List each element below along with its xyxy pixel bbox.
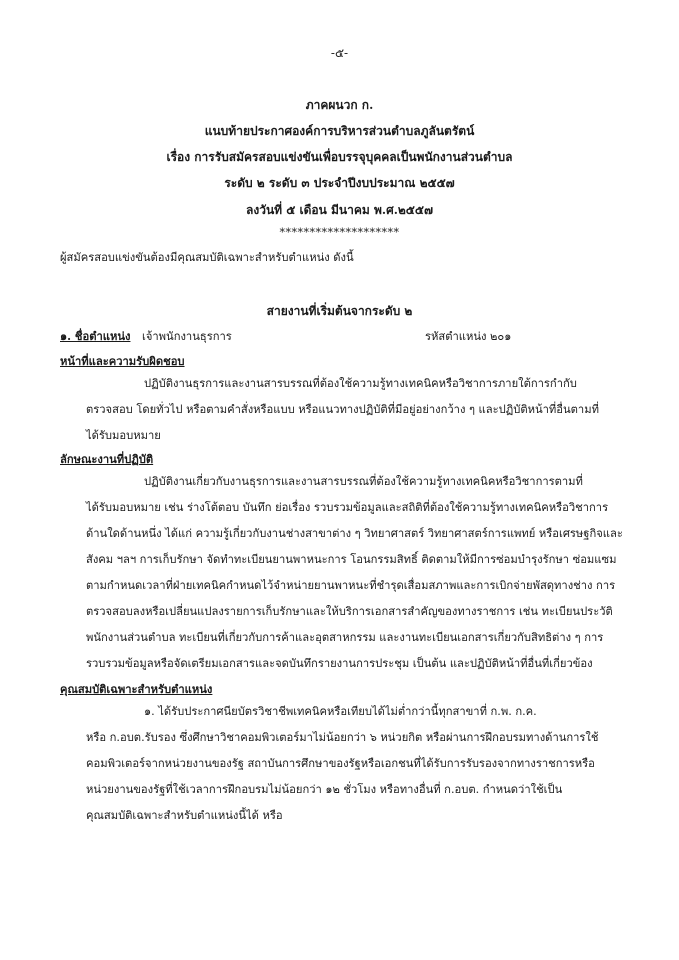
page-number: -๕- <box>330 46 349 60</box>
position-row <box>60 327 620 345</box>
duties-line: ได้รับมอบหมาย <box>86 429 161 442</box>
work-line: รวบรวมข้อมูลหรือจัดเตรียมเอกสารและจดบันทึกรายงานการประชุม เป็นต้น และปฏิบัติหน้าที่อื่นที่เกี่ยวข้อง <box>86 657 593 670</box>
work-line: ตามกำหนดเวลาที่ฝ่ายเทคนิคกำหนดไว้จำหน่ายยานพาหนะที่ชำรุดเสื่อมสภาพและการเบิกจ่ายพัสดุทางช่าง การ <box>86 579 616 592</box>
star-divider: ******************** <box>279 226 400 239</box>
work-line: ด้านใดด้านหนึ่ง ได้แก่ ความรู้เกี่ยวกับงานช่างสาขาต่าง ๆ วิทยาศาสตร์ วิทยาศาสตร์การแพทย์ หรือเศรษฐกิจและ <box>86 527 623 540</box>
position-name: เจ้าพนักงานธุรการ <box>142 330 232 343</box>
work-line: พนักงานส่วนตำบล ทะเบียนที่เกี่ยวกับการค้าและอุตสาหกรรม และงานทะเบียนเอกสารเกี่ยวกับสิทธิต่าง ๆ การ <box>86 631 604 644</box>
work-line: สังคม ฯลฯ การเก็บรักษา จัดทำทะเบียนยานพาหนะการ โอนกรรมสิทธิ์ ติดตามให้มีการซ่อมบำรุงรักษา ซ่อมแซม <box>86 553 617 566</box>
level-line: ระดับ ๒ ระดับ ๓ ประจำปีงบประมาณ ๒๕๕๗ <box>224 176 455 190</box>
announcement-title: แนบท้ายประกาศองค์การบริหารส่วนตำบลภูลันตรัตน์ <box>204 124 475 138</box>
qualification-line: คอมพิวเตอร์จากหน่วยงานของรัฐ สถาบันการศึกษาของรัฐหรือเอกชนที่ได้รับการรับรองจากทางราชการหรือ <box>86 757 595 770</box>
section-title: สายงานที่เริ่มต้นจากระดับ ๒ <box>266 304 413 318</box>
qualification-line: หรือ ก.อบต.รับรอง ซึ่งศึกษาวิชาคอมพิวเตอร์มาไม่น้อยกว่า ๖ หน่วยกิต หรือผ่านการฝึกอบรมทางด้านการใช้ <box>86 731 599 744</box>
position-code: รหัสตำแหน่ง ๒๐๑ <box>425 330 512 343</box>
duties-heading: หน้าที่และความรับผิดชอบ <box>60 354 185 368</box>
work-line: ตรวจสอบลงหรือเปลี่ยนแปลงรายการเก็บรักษาและให้บริการเอกสารสำคัญของทางราชการ เช่น ทะเบียนประวัติ <box>86 605 613 618</box>
duties-paragraph <box>86 371 599 449</box>
subject-line: เรื่อง การรับสมัครสอบแข่งขันเพื่อบรรจุบุคคลเป็นพนักงานส่วนตำบล <box>166 150 513 164</box>
work-line: ปฏิบัติงานเกี่ยวกับงานธุรการและงานสารบรรณที่ต้องใช้ความรู้ทางเทคนิคหรือวิชาการตามที่ <box>144 475 583 488</box>
qualification-line: ๑. ได้รับประกาศนียบัตรวิชาชีพเทคนิคหรือเทียบได้ไม่ต่ำกว่านี้ทุกสาขาที่ ก.พ. ก.ค. <box>144 705 537 718</box>
duties-line: ปฏิบัติงานธุรการและงานสารบรรณที่ต้องใช้ความรู้ทางเทคนิคหรือวิชาการภายใต้การกำกับ <box>144 377 577 390</box>
appendix-title: ภาคผนวก ก. <box>305 98 374 112</box>
date-line: ลงวันที่ ๕ เดือน มีนาคม พ.ศ.๒๕๕๗ <box>246 203 433 217</box>
position-label: ๑. ชื่อตำแหน่ง <box>60 329 131 343</box>
work-heading: ลักษณะงานที่ปฏิบัติ <box>60 452 154 466</box>
duties-line: ตรวจสอบ โดยทั่วไป หรือตามคำสั่งหรือแบบ หรือแนวทางปฏิบัติที่มีอยู่อย่างกว้าง ๆ และปฏิบัติหน้าที่อื่นตามที่ <box>86 403 599 416</box>
intro-text: ผู้สมัครสอบแข่งขันต้องมีคุณสมบัติเฉพาะสำหรับตำแหน่ง ดังนี้ <box>60 251 354 264</box>
qualification-line: คุณสมบัติเฉพาะสำหรับตำแหน่งนี้ได้ หรือ <box>86 809 283 822</box>
qualification-paragraph <box>86 699 599 829</box>
work-paragraph <box>86 469 623 677</box>
qualification-line: หน่วยงานของรัฐที่ใช้เวลาการฝึกอบรมไม่น้อยกว่า ๑๒ ชั่วโมง หรือทางอื่นที่ ก.อบต. กำหนดว่าใช้เป็น <box>86 783 563 796</box>
qualification-heading: คุณสมบัติเฉพาะสำหรับตำแหน่ง <box>60 682 213 696</box>
work-line: ได้รับมอบหมาย เช่น ร่างโต้ตอบ บันทึก ย่อเรื่อง รวบรวมข้อมูลและสถิติที่ต้องใช้ความรู้ทางเทคนิคหรือวิชาการ <box>86 501 609 514</box>
